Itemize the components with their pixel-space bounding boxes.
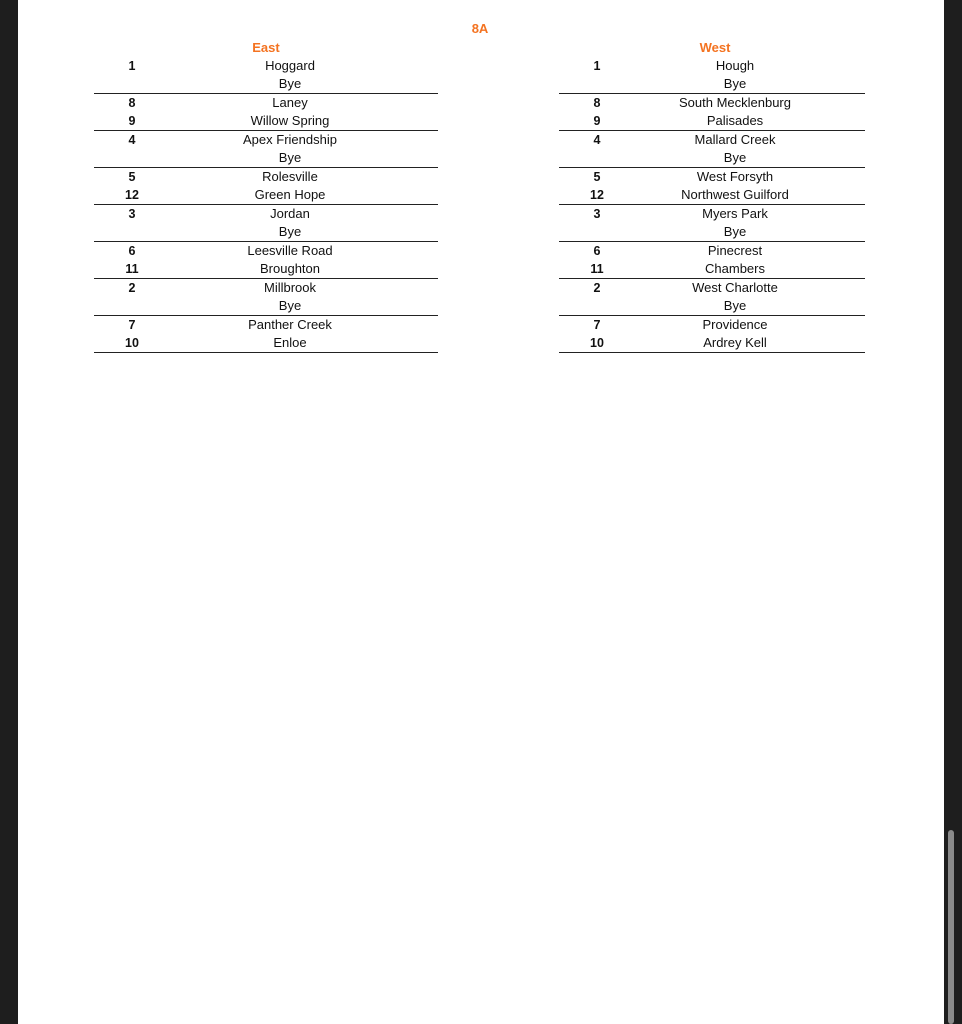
scrollbar-thumb[interactable] [948, 830, 954, 1024]
team-name: Mallard Creek [694, 132, 776, 147]
east-matchup [94, 168, 438, 205]
team-name: Myers Park [702, 206, 768, 221]
seed-number: 4 [128, 133, 136, 147]
table-row [94, 168, 438, 186]
table-row [559, 168, 865, 186]
table-row [94, 242, 438, 260]
seed-number: 10 [590, 336, 604, 350]
team-name: Bye [278, 224, 302, 239]
table-row [94, 131, 438, 149]
table-row [94, 186, 438, 204]
seed-number: 8 [128, 96, 136, 110]
team-name: Laney [272, 95, 308, 110]
seed-number: 11 [125, 262, 139, 276]
seed-number: 3 [128, 207, 136, 221]
west-matchup [559, 57, 865, 94]
team-name: Providence [702, 317, 768, 332]
seed-number: 8 [593, 96, 601, 110]
team-name: Bye [278, 150, 302, 165]
table-row [559, 131, 865, 149]
team-name: Broughton [260, 261, 320, 276]
team-name: Northwest Guilford [681, 187, 789, 202]
team-name: Bye [278, 298, 302, 313]
table-row [94, 149, 438, 167]
table-row [559, 205, 865, 223]
table-row [559, 242, 865, 260]
table-row [94, 205, 438, 223]
seed-number: 7 [128, 318, 136, 332]
table-row [559, 279, 865, 297]
table-row [559, 57, 865, 75]
seed-number [559, 75, 635, 93]
team-name: Palisades [706, 113, 764, 128]
east-bracket [94, 39, 438, 353]
team-name: Bye [723, 150, 747, 165]
seed-number: 5 [128, 170, 136, 184]
team-name: West Forsyth [696, 169, 774, 184]
seed-number: 6 [593, 244, 601, 258]
table-row [94, 112, 438, 130]
table-row [94, 75, 438, 93]
east-matchup [94, 242, 438, 279]
seed-number: 2 [593, 281, 601, 295]
seed-number [94, 75, 170, 93]
team-name: Millbrook [263, 280, 316, 295]
table-row [94, 260, 438, 278]
table-row [559, 297, 865, 315]
east-matchup [94, 131, 438, 168]
seed-number: 9 [128, 114, 136, 128]
team-name: Hough [715, 58, 755, 73]
team-name: Bye [723, 76, 747, 91]
west-matchup [559, 94, 865, 131]
team-name: Bye [723, 224, 747, 239]
seed-number [94, 223, 170, 241]
table-row [559, 149, 865, 167]
table-row [559, 260, 865, 278]
team-name: South Mecklenburg [678, 95, 791, 110]
table-row [94, 334, 438, 352]
west-matchup [559, 316, 865, 353]
team-name: Willow Spring [250, 113, 330, 128]
team-name: Panther Creek [248, 317, 332, 332]
east-matchup [94, 205, 438, 242]
west-heading: West [699, 40, 731, 55]
seed-number: 10 [125, 336, 139, 350]
east-matchup [94, 94, 438, 131]
west-matchup [559, 279, 865, 316]
west-matchup [559, 168, 865, 205]
east-pairs [94, 57, 438, 353]
table-row [94, 279, 438, 297]
seed-number: 12 [590, 188, 604, 202]
west-matchup [559, 131, 865, 168]
seed-number [94, 297, 170, 315]
table-row [94, 57, 438, 75]
team-name: Ardrey Kell [703, 335, 767, 350]
team-name: Enloe [273, 335, 307, 350]
west-pairs [559, 57, 865, 353]
seed-number: 6 [128, 244, 136, 258]
east-matchup [94, 316, 438, 353]
table-row [559, 112, 865, 130]
table-row [94, 316, 438, 334]
document-page [18, 0, 944, 1024]
table-row [559, 316, 865, 334]
team-name: Chambers [705, 261, 765, 276]
team-name: Pinecrest [707, 243, 763, 258]
seed-number: 4 [593, 133, 601, 147]
team-name: Apex Friendship [243, 132, 337, 147]
seed-number: 1 [593, 59, 601, 73]
team-name: Leesville Road [247, 243, 333, 258]
table-row [559, 334, 865, 352]
seed-number: 12 [125, 188, 139, 202]
team-name: West Charlotte [692, 280, 778, 295]
east-matchup [94, 279, 438, 316]
table-row [94, 94, 438, 112]
east-matchup [94, 57, 438, 94]
team-name: Hoggard [265, 58, 315, 73]
page-title: 8A [471, 21, 489, 36]
seed-number: 1 [128, 59, 136, 73]
west-matchup [559, 205, 865, 242]
seed-number: 11 [590, 262, 604, 276]
team-name: Rolesville [262, 169, 318, 184]
seed-number: 5 [593, 170, 601, 184]
table-row [559, 94, 865, 112]
seed-number [559, 149, 635, 167]
seed-number: 3 [593, 207, 601, 221]
west-bracket [559, 39, 865, 353]
table-row [559, 223, 865, 241]
table-row [94, 223, 438, 241]
seed-number [94, 149, 170, 167]
seed-number: 9 [593, 114, 601, 128]
seed-number: 2 [128, 281, 136, 295]
seed-number [559, 297, 635, 315]
team-name: Green Hope [254, 187, 326, 202]
table-row [559, 186, 865, 204]
table-row [559, 75, 865, 93]
east-heading: East [252, 40, 280, 55]
west-matchup [559, 242, 865, 279]
seed-number: 7 [593, 318, 601, 332]
seed-number [559, 223, 635, 241]
table-row [94, 297, 438, 315]
team-name: Jordan [270, 206, 310, 221]
team-name: Bye [723, 298, 747, 313]
team-name: Bye [278, 76, 302, 91]
